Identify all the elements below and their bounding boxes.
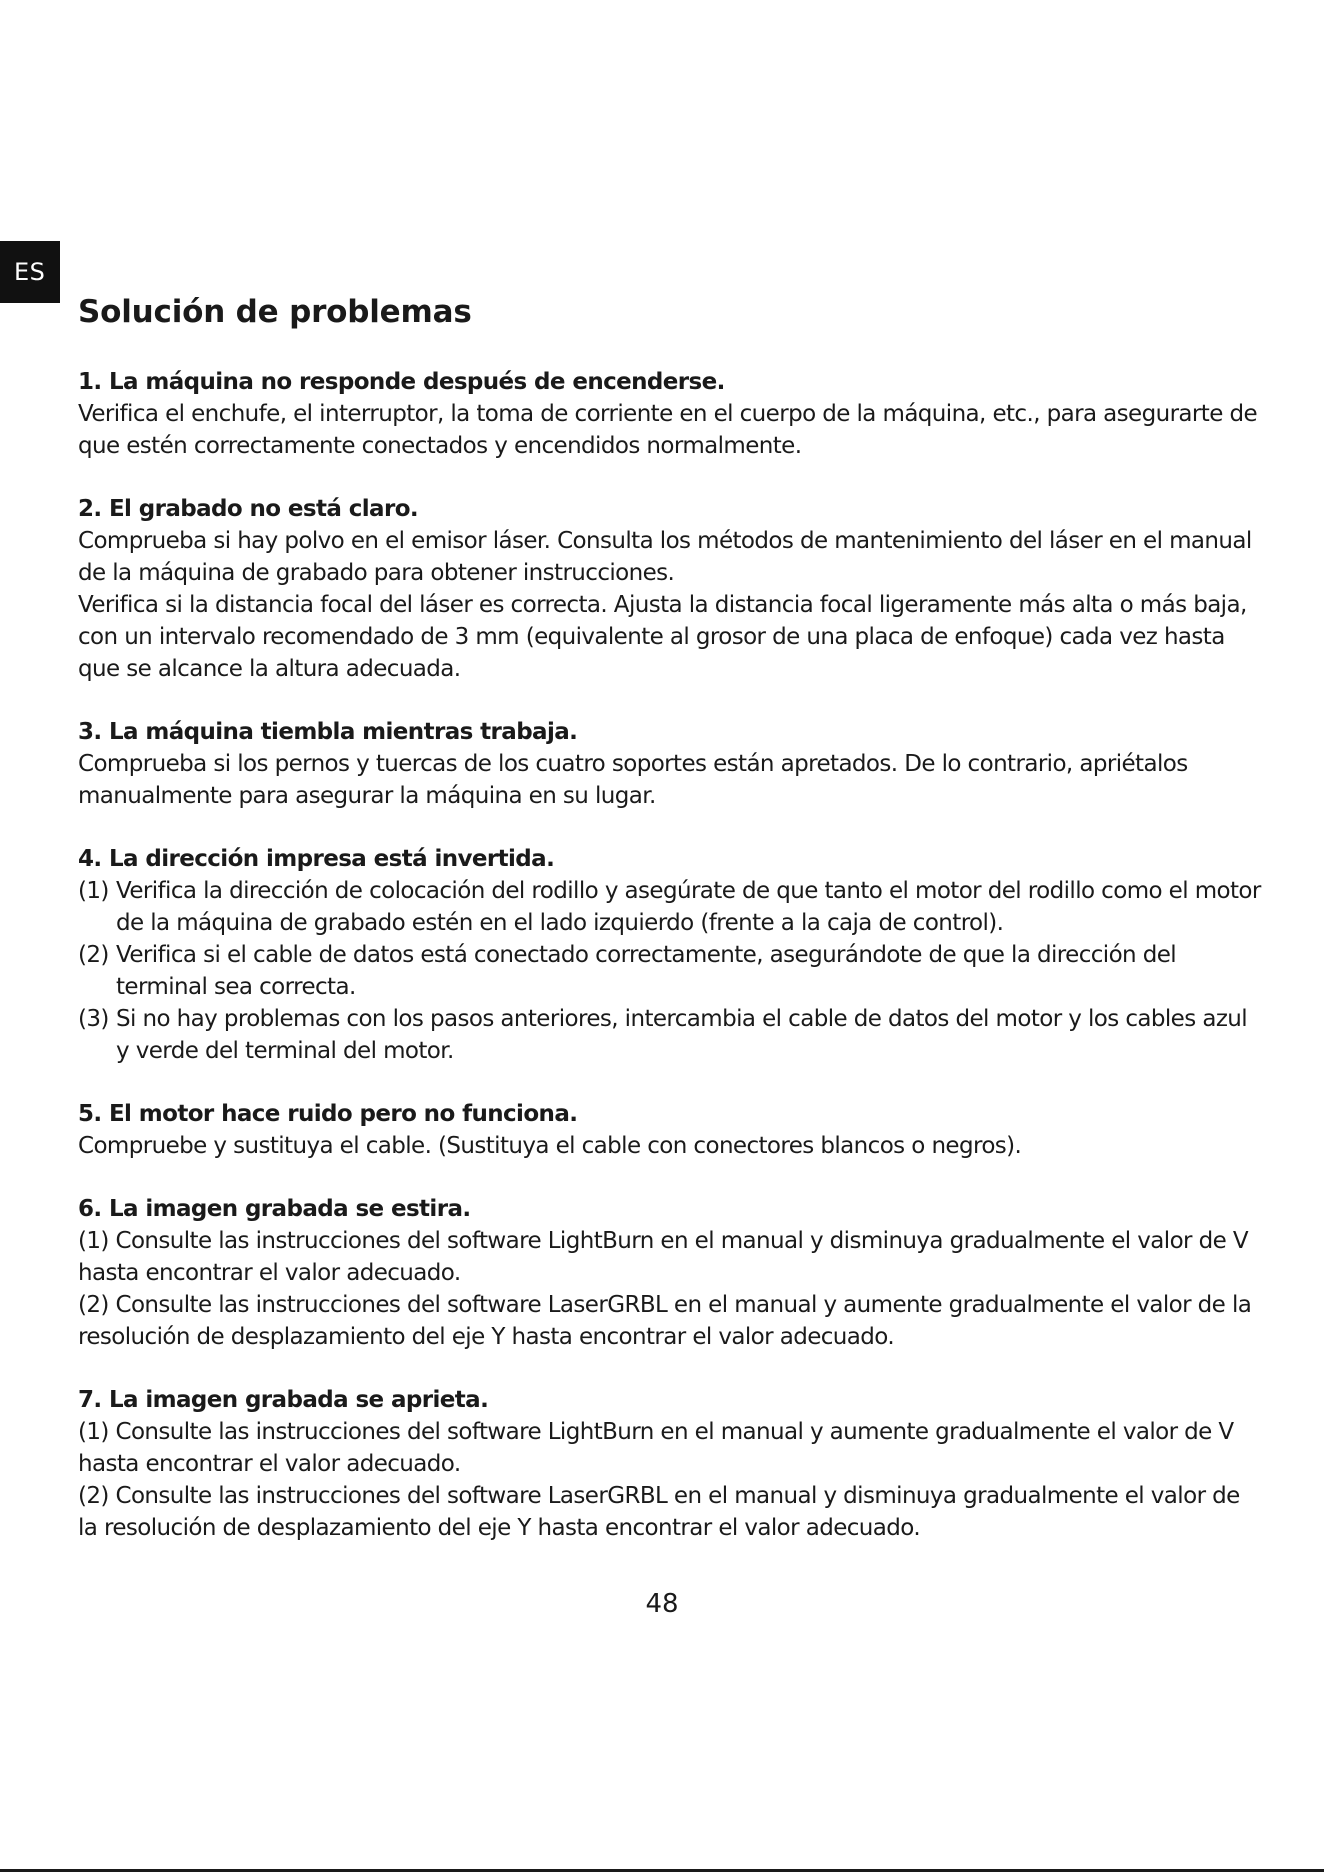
item-number: (1) — [78, 878, 109, 904]
troubleshooting-section-7 — [78, 1384, 1263, 1544]
troubleshooting-section-2 — [78, 493, 1263, 685]
main-content — [78, 286, 1263, 1575]
numbered-item — [78, 875, 1263, 939]
troubleshooting-section-3 — [78, 716, 1263, 812]
section-heading: 4. La dirección impresa está invertida. — [78, 846, 555, 872]
section-heading: 2. El grabado no está claro. — [78, 496, 419, 522]
page-title: Solución de problemas — [78, 294, 472, 330]
section-paragraph: (2) Consulte las instrucciones del software LaserGRBL en el manual y aumente gradualmente el valor de la resolución de desplazamiento del eje Y hasta encontrar el valor adecuado. — [78, 1292, 1252, 1350]
section-paragraph: Compruebe y sustituya el cable. (Sustituya el cable con conectores blancos o negros). — [78, 1133, 1022, 1159]
troubleshooting-section-1 — [78, 366, 1263, 462]
language-tab: ES — [0, 241, 60, 303]
section-paragraph: Verifica el enchufe, el interruptor, la toma de corriente en el cuerpo de la máquina, etc., para asegurarte de que estén correctamente conectados y encendidos normalmente. — [78, 401, 1258, 459]
section-heading: 7. La imagen grabada se aprieta. — [78, 1387, 489, 1413]
item-number: (2) — [78, 942, 109, 968]
item-text: Si no hay problemas con los pasos anteriores, intercambia el cable de datos del motor y los cables azul y verde del terminal del motor. — [116, 1006, 1248, 1064]
troubleshooting-section-5 — [78, 1098, 1263, 1162]
section-heading: 5. El motor hace ruido pero no funciona. — [78, 1101, 578, 1127]
section-paragraph: (1) Consulte las instrucciones del software LightBurn en el manual y aumente gradualmente el valor de V hasta encontrar el valor adecuado. — [78, 1419, 1234, 1477]
section-heading: 1. La máquina no responde después de encenderse. — [78, 369, 725, 395]
item-text: Verifica si el cable de datos está conectado correctamente, asegurándote de que la dirección del terminal sea correcta. — [116, 942, 1177, 1000]
numbered-item — [78, 939, 1263, 1003]
section-paragraph: Verifica si la distancia focal del láser es correcta. Ajusta la distancia focal ligeramente más alta o más baja, con un intervalo recomendado de 3 mm (equivalente al grosor de una placa de enfoque) cada vez hasta que se alcance la altura adecuada. — [78, 592, 1247, 682]
item-text: Verifica la dirección de colocación del rodillo y asegúrate de que tanto el motor del rodillo como el motor de la máquina de grabado estén en el lado izquierdo (frente a la caja de control). — [116, 878, 1261, 936]
item-number: (3) — [78, 1006, 109, 1032]
section-paragraph: Comprueba si los pernos y tuercas de los cuatro soportes están apretados. De lo contrario, apriétalos manualmente para asegurar la máquina en su lugar. — [78, 751, 1188, 809]
section-paragraph: Comprueba si hay polvo en el emisor láser. Consulta los métodos de mantenimiento del láser en el manual de la máquina de grabado para obtener instrucciones. — [78, 528, 1252, 586]
section-heading: 3. La máquina tiembla mientras trabaja. — [78, 719, 578, 745]
section-heading: 6. La imagen grabada se estira. — [78, 1196, 471, 1222]
numbered-item — [78, 1003, 1263, 1067]
section-paragraph: (1) Consulte las instrucciones del software LightBurn en el manual y disminuya gradualmente el valor de V hasta encontrar el valor adecuado. — [78, 1228, 1249, 1286]
troubleshooting-section-6 — [78, 1193, 1263, 1353]
page-number: 48 — [645, 1589, 679, 1619]
section-paragraph: (2) Consulte las instrucciones del software LaserGRBL en el manual y disminuya gradualmente el valor de la resolución de desplazamiento del eje Y hasta encontrar el valor adecuado. — [78, 1483, 1240, 1541]
troubleshooting-section-4 — [78, 843, 1263, 1067]
